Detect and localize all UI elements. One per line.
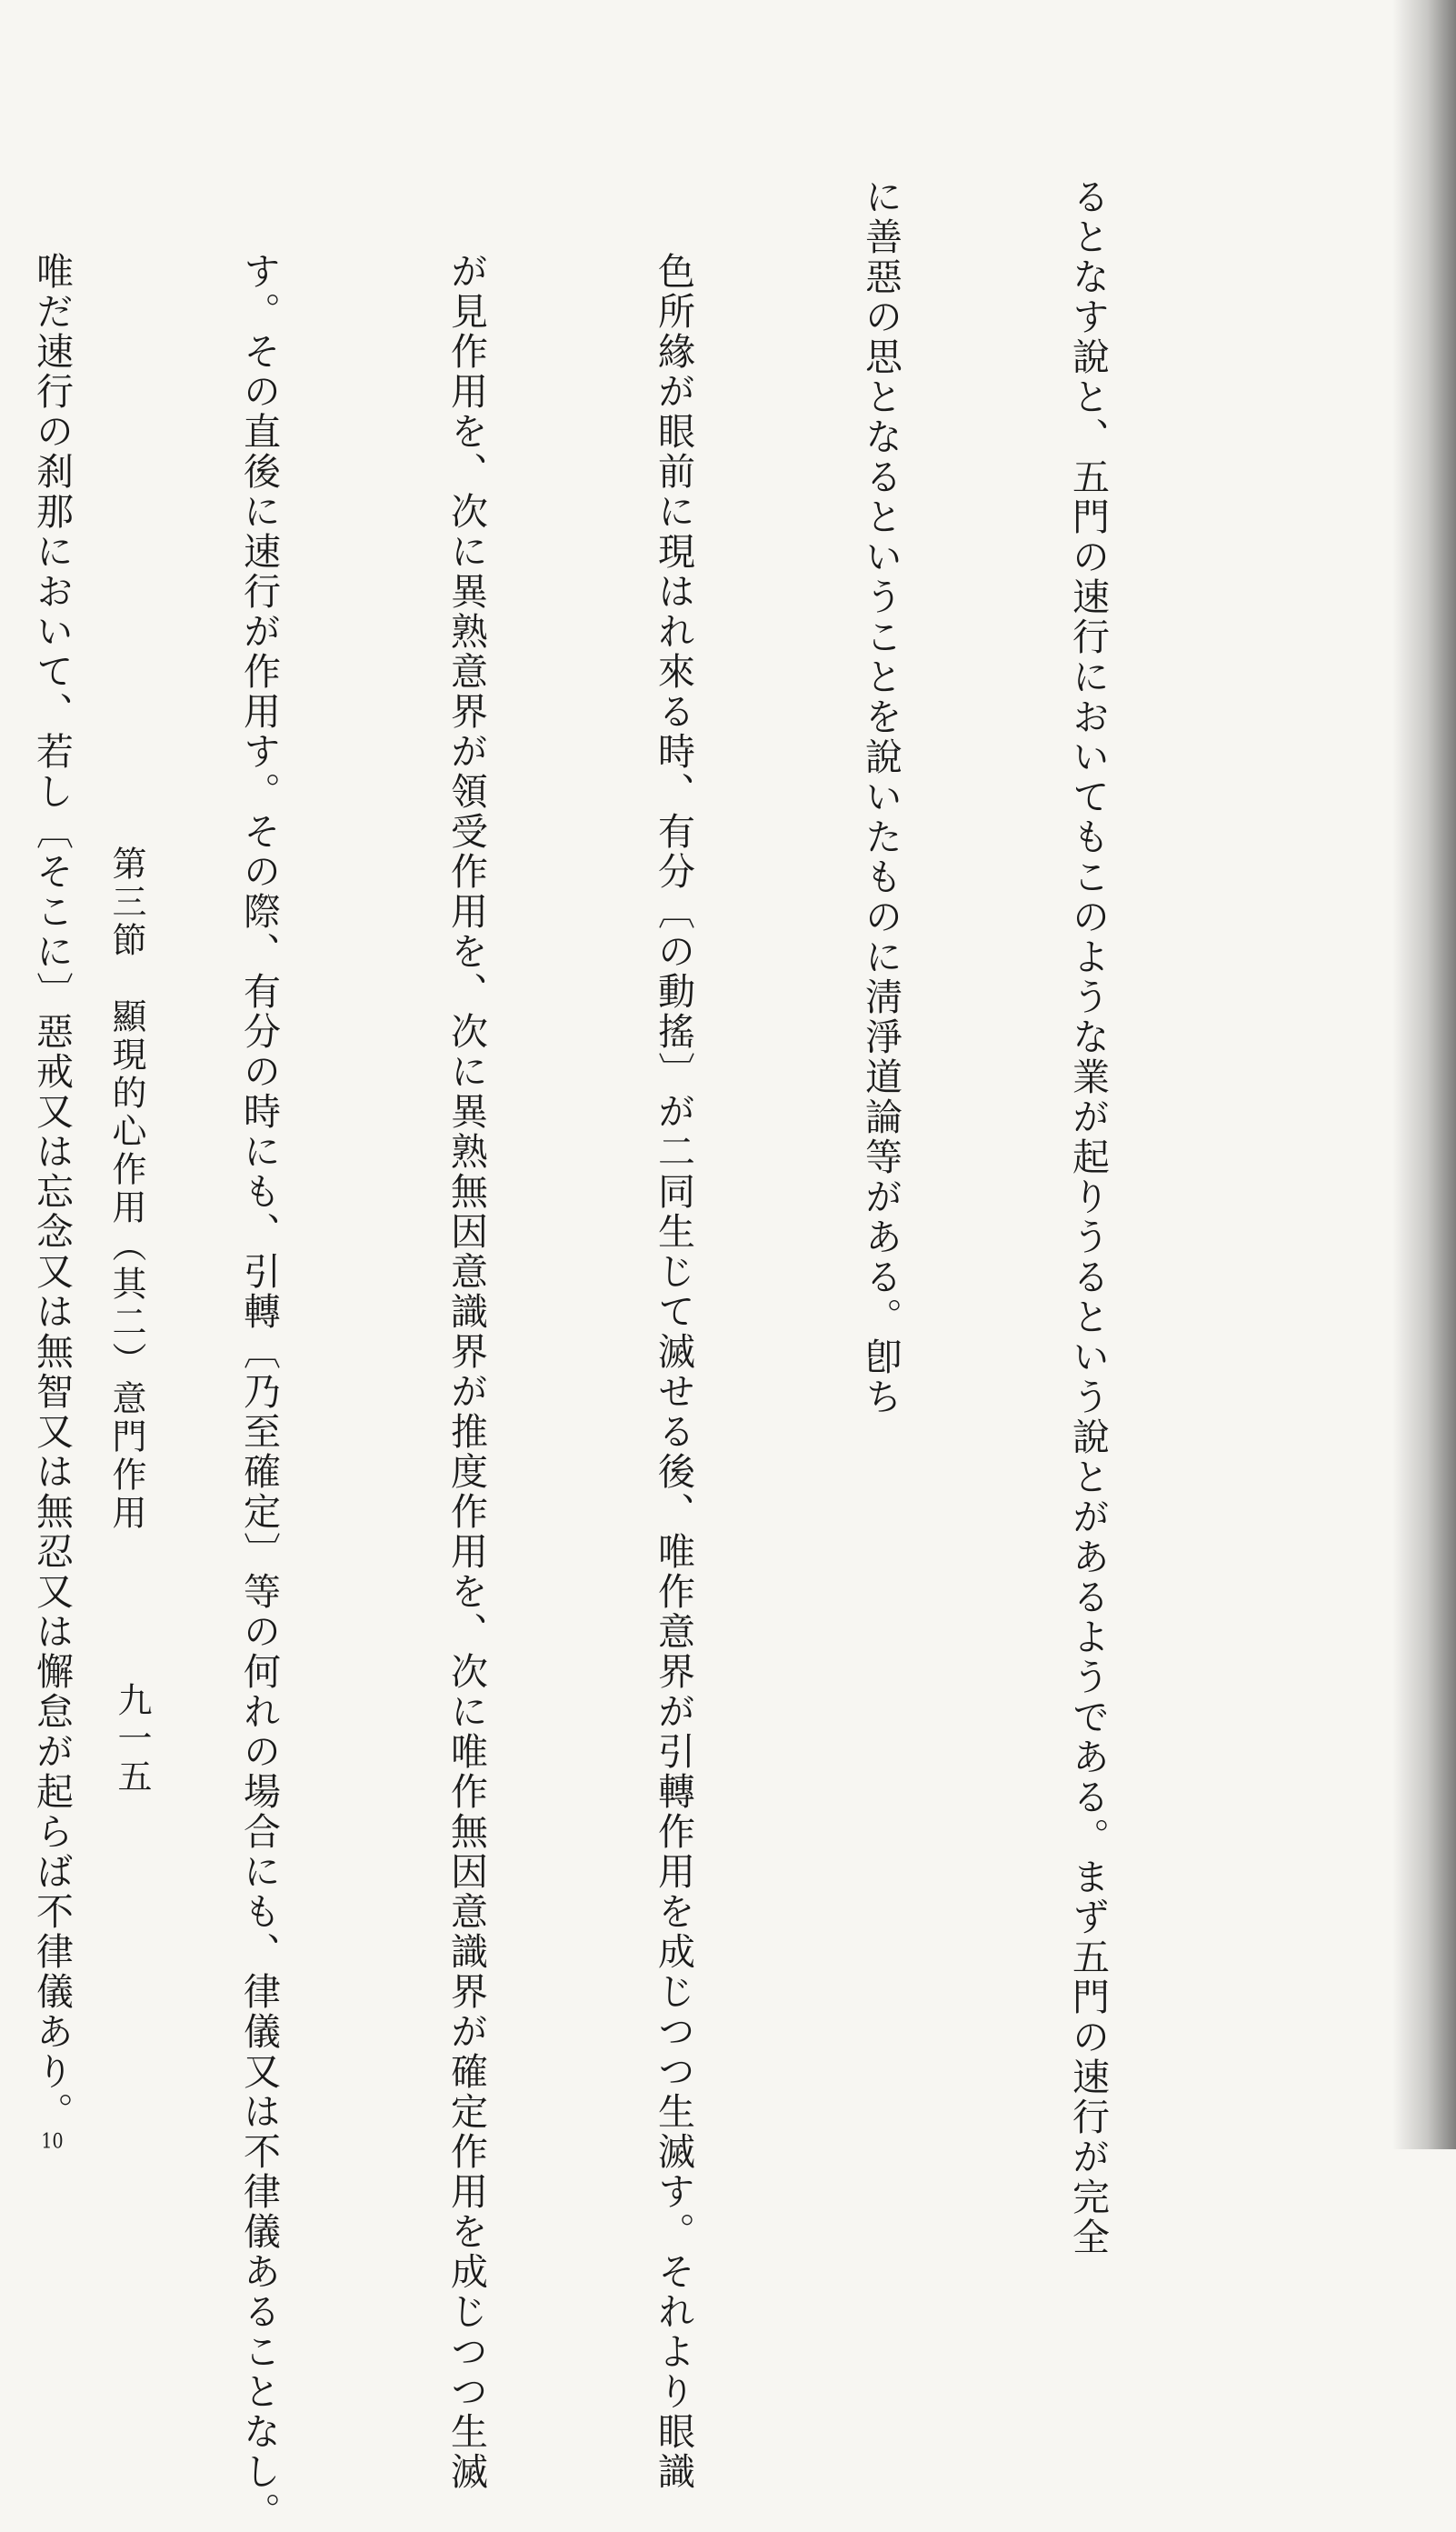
quoted-column: が見作用を、次に異熟意界が領受作用を、次に異熟無因意識界が推度作用を、次に唯作無因意識界が確定作用を成じつつ生滅 bbox=[444, 252, 488, 2492]
scan-edge-shadow bbox=[1392, 0, 1456, 2149]
page-number: 九一五 bbox=[112, 1682, 152, 1796]
footnote-marker: 10 bbox=[41, 2132, 64, 2152]
quoted-column: す。その直後に速行が作用す。その際、有分の時にも、引轉〔乃至確定〕等の何れの場合にも、律儀又は不律儀あることなし。 bbox=[237, 252, 281, 2532]
quoted-column: 色所緣が眼前に現はれ來る時、有分〔の動搖〕が二同生じて滅せる後、唯作意界が引轉作用を成じつつ生滅す。それより眼識 bbox=[652, 252, 695, 2492]
text-column: に善惡の思となるということを說いたものに淸淨道論等がある。卽ち bbox=[859, 177, 903, 1417]
quoted-column: 唯だ速行の刹那において、若し〔そこに〕惡戒又は忘念又は無智又は無忍又は懈怠が起らば不律儀あり。10 bbox=[30, 252, 74, 2152]
text-column: るとなす說と、五門の速行においてもこのような業が起りうるという說とがあるようである。まず五門の速行が完全 bbox=[1066, 177, 1110, 2257]
body-text bbox=[0, 177, 1261, 2532]
running-head: 第三節 顯現的心作用（其二）意門作用 bbox=[106, 846, 146, 1533]
